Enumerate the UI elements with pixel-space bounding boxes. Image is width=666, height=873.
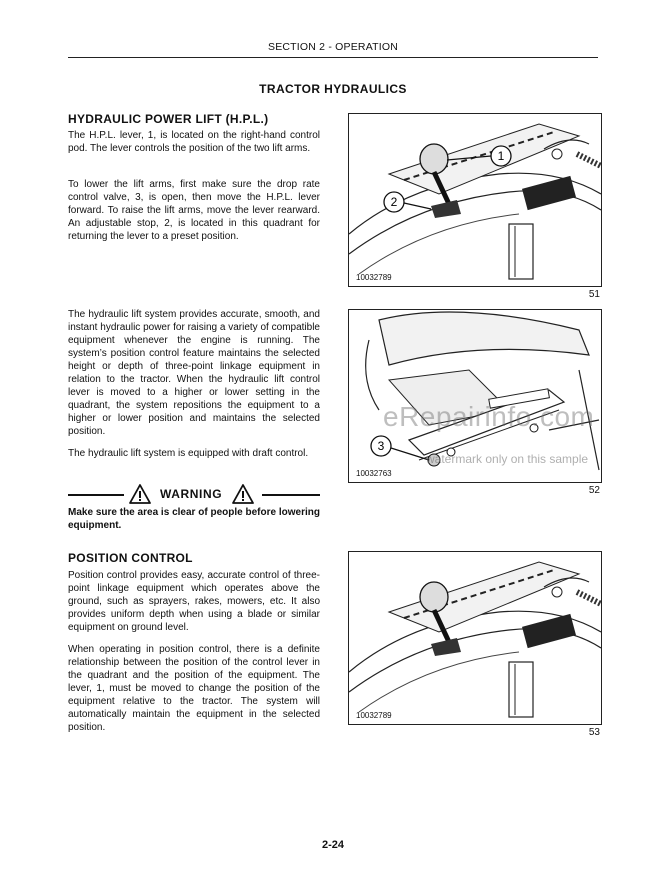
position-control-paragraph-2: When operating in position control, there is a definite relationship between the position of the control lever in the quadrant and the position of the equipment. The lever, 1, must be moved to change the position of the equipment relative to the tractor. The system will automatically maintain the equipment in the selected position. (68, 644, 320, 733)
callout-1: 1 (497, 149, 505, 163)
warning-text: Make sure the area is clear of people before lowering equipment. (68, 507, 320, 531)
figure-51-hpl-lever (348, 113, 602, 287)
warning-rule-left (68, 494, 124, 496)
page-number: 2-24 (321, 839, 345, 851)
figure-53-number: 53 (588, 727, 600, 738)
watermark: eRepairinfo.com (383, 401, 595, 432)
figure-51-code: 10032789 (356, 273, 392, 282)
position-control-heading: POSITION CONTROL (68, 551, 193, 565)
watermark-note: watermark only on this sample (426, 452, 589, 466)
callout-3: 3 (377, 439, 385, 453)
page-title: TRACTOR HYDRAULICS (259, 82, 407, 96)
warning-label: WARNING (160, 487, 223, 501)
callout-2: 2 (390, 195, 398, 209)
hpl-paragraph-1: The H.P.L. lever, 1, is located on the right-hand control pod. The lever controls the position of the two lift arms. (68, 130, 320, 154)
warning-rule-right (262, 494, 320, 496)
figure-51-number: 51 (588, 289, 600, 300)
hpl-heading: HYDRAULIC POWER LIFT (H.P.L.) (68, 112, 269, 126)
warning-triangle-icon (129, 484, 151, 504)
figure-52-number: 52 (588, 485, 600, 496)
hpl-paragraph-4: The hydraulic lift system is equipped with draft control. (68, 448, 309, 459)
figure-53-position-control-lever (348, 551, 602, 725)
hpl-paragraph-2: To lower the lift arms, first make sure the drop rate control valve, 3, is open, then move the H.P.L. lever forward. To raise the lift arms, move the lever rearward. An adjustable stop, 2, is located in this quadrant for returning the lever to a preset position. (68, 179, 320, 242)
figure-53-code: 10032789 (356, 711, 392, 720)
warning-triangle-icon (232, 484, 254, 504)
position-control-paragraph-1: Position control provides easy, accurate control of three-point linkage equipment which operates above the ground, such as sprayers, rakes, mowers, etc. It also provides uniform depth when using a blade or similar equipment on ground level. (68, 570, 320, 633)
section-header: SECTION 2 - OPERATION (267, 41, 399, 53)
hpl-paragraph-3: The hydraulic lift system provides accurate, smooth, and instant hydraulic power for raising a variety of compatible equipment whenever the engine is running. The system’s position control feature maintains the selected height or depth of three-point linkage equipment in relation to the tractor. When the hydraulic lift control lever is moved to a higher or lower setting in the quadrant, the system repositions the equipment to a higher or lower position and maintains the selected position. (68, 309, 320, 437)
figure-52-code: 10032763 (356, 469, 392, 478)
header-rule (68, 57, 598, 58)
